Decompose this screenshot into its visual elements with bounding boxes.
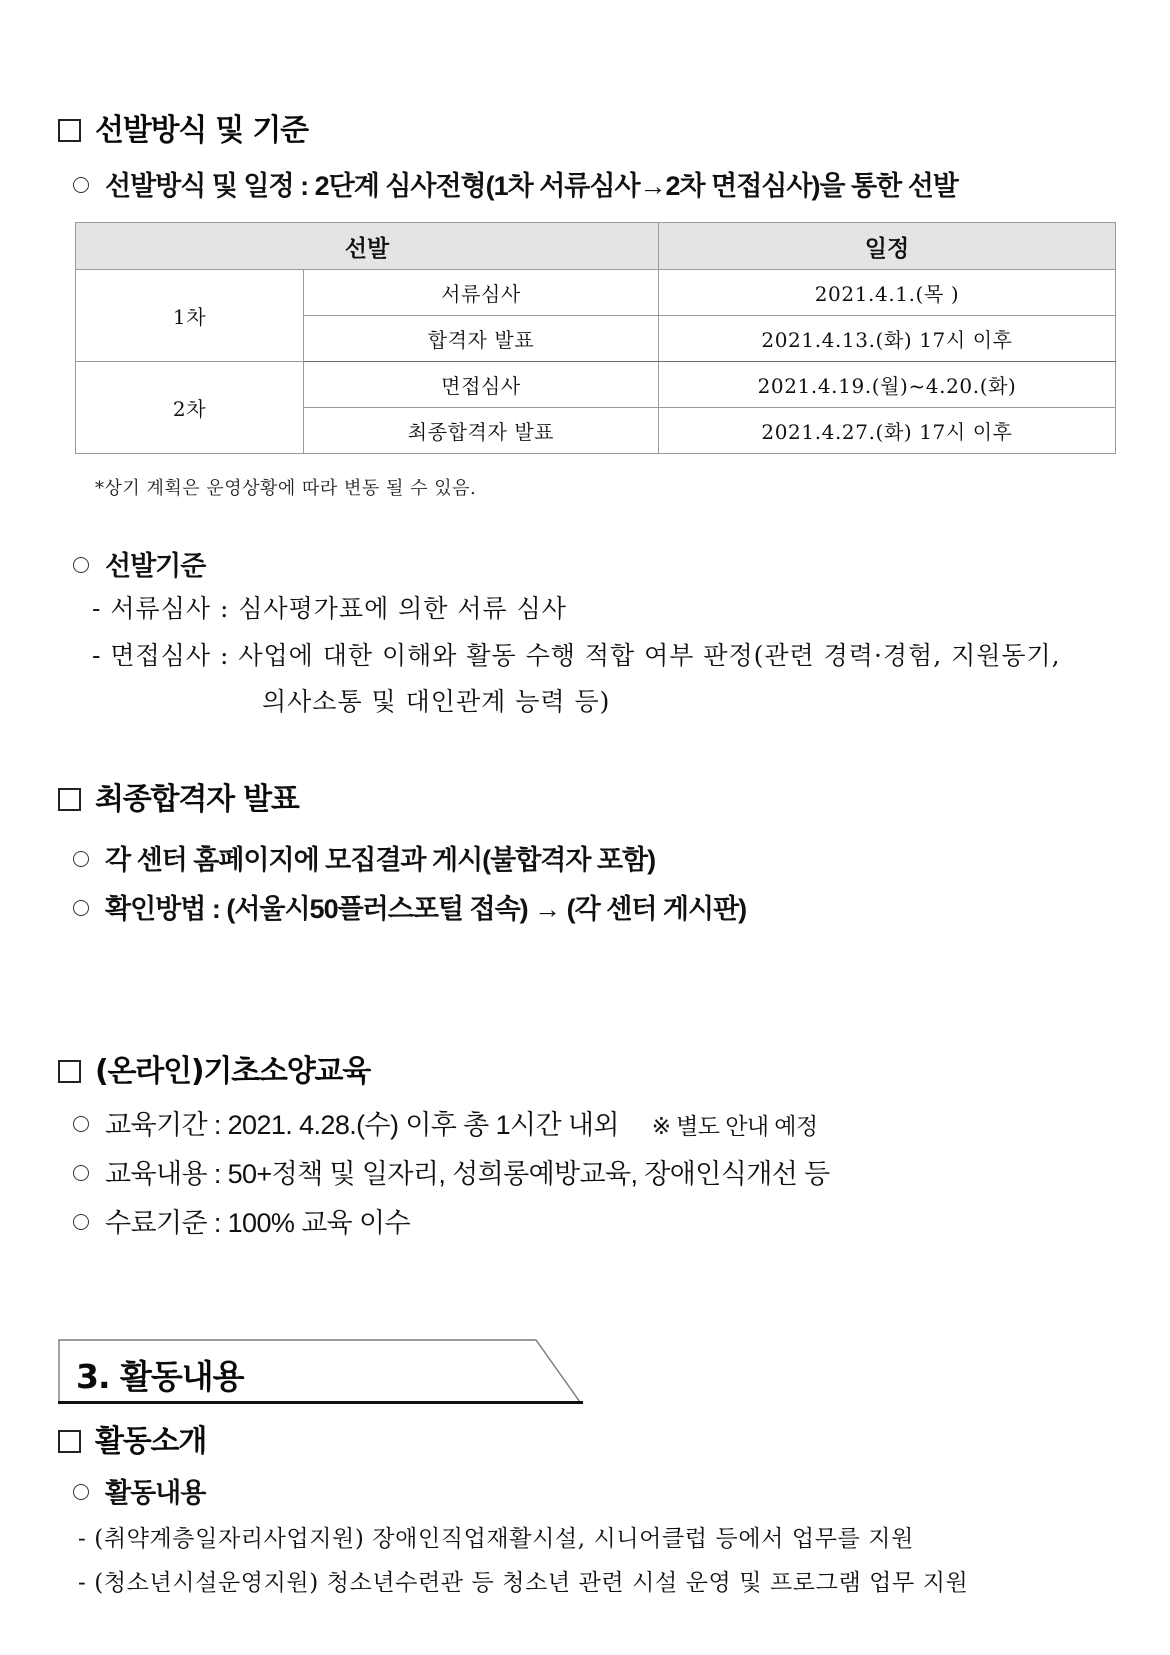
- criteria-item-document: [92, 594, 567, 624]
- schedule-cell: 2021.4.13.(화) 17시 이후: [659, 316, 1116, 362]
- section-banner: [58, 1339, 586, 1405]
- training-text: 교육내용 : 50+정책 및 일자리, 성희롱예방교육, 장애인식개선 등: [105, 1159, 830, 1189]
- training-text: 수료기준 : 100% 교육 이수: [105, 1208, 411, 1238]
- criteria-label-line: [73, 550, 205, 582]
- criteria-item-interview-continuation: 의사소통 및 대인관계 능력 등): [262, 687, 611, 716]
- item-cell: 최종합격자 발표: [304, 408, 659, 454]
- circle-bullet-icon: [73, 1214, 89, 1230]
- square-bullet-icon: [58, 119, 81, 142]
- method-separator: :: [300, 171, 309, 201]
- circle-bullet-icon: [73, 900, 89, 916]
- section-heading-final-announcement: [58, 782, 299, 818]
- section-heading-selection: [58, 113, 308, 149]
- announcement-text: 각 센터 홈페이지에 모집결과 게시(불합격자 포함): [105, 845, 656, 875]
- training-text: 교육기간 : 2021. 4.28.(수) 이후 총 1시간 내외: [105, 1110, 619, 1140]
- schedule-cell: 2021.4.27.(화) 17시 이후: [659, 408, 1116, 454]
- announcement-item: [73, 844, 655, 876]
- method-text: 2단계 심사전형(1차 서류심사→2차 면접심사)을 통한 선발: [314, 171, 958, 201]
- table-row: [76, 362, 1116, 408]
- training-note: ※ 별도 안내 예정: [651, 1113, 818, 1139]
- training-item-content: [73, 1158, 830, 1190]
- circle-bullet-icon: [73, 851, 89, 867]
- announcement-text: 확인방법 : (서울시50플러스포털 접속) → (각 센터 게시판): [105, 894, 747, 924]
- header-selection: 선발: [76, 223, 659, 270]
- header-schedule: 일정: [659, 223, 1116, 270]
- table-header-row: [76, 223, 1116, 270]
- activity-sub-label-line: [73, 1477, 205, 1509]
- square-bullet-icon: [58, 1430, 81, 1453]
- section-title: 활동소개: [95, 1424, 207, 1459]
- section-heading-activity: [58, 1424, 206, 1460]
- circle-bullet-icon: [73, 1116, 89, 1132]
- table-row: [76, 270, 1116, 316]
- criteria-label: 선발기준: [105, 551, 206, 581]
- circle-bullet-icon: [73, 1165, 89, 1181]
- schedule-cell: 2021.4.19.(월)~4.20.(화): [659, 362, 1116, 408]
- activity-sub-label: 활동내용: [105, 1478, 206, 1508]
- stage-cell: 2차: [76, 362, 304, 454]
- activity-item: - (취약계층일자리사업지원) 장애인직업재활시설, 시니어클럽 등에서 업무를 지원: [78, 1526, 914, 1552]
- schedule-cell: 2021.4.1.(목 ): [659, 270, 1116, 316]
- item-cell: 서류심사: [304, 270, 659, 316]
- activity-item: - (청소년시설운영지원) 청소년수련관 등 청소년 관련 시설 운영 및 프로그램 업무 지원: [78, 1570, 969, 1596]
- training-item-completion: [73, 1207, 410, 1239]
- announcement-item: [73, 893, 746, 925]
- section-heading-training: [58, 1054, 370, 1090]
- criteria-text: 심사평가표에 의한 서류 심사: [238, 594, 567, 623]
- section-title: (온라인)기초소양교육: [95, 1054, 371, 1089]
- circle-bullet-icon: [73, 177, 89, 193]
- training-item-period: [73, 1109, 817, 1142]
- selection-schedule-table: [75, 222, 1116, 454]
- method-label: 선발방식 및 일정: [105, 171, 294, 201]
- square-bullet-icon: [58, 1060, 81, 1083]
- item-cell: 면접심사: [304, 362, 659, 408]
- circle-bullet-icon: [73, 557, 89, 573]
- item-cell: 합격자 발표: [304, 316, 659, 362]
- section-title: 선발방식 및 기준: [95, 113, 308, 148]
- criteria-item-interview: [92, 641, 1061, 671]
- section-title: 최종합격자 발표: [95, 782, 299, 817]
- banner-title: 3. 활동내용: [76, 1357, 244, 1396]
- selection-method-line: [73, 170, 958, 202]
- square-bullet-icon: [58, 788, 81, 811]
- circle-bullet-icon: [73, 1484, 89, 1500]
- stage-cell: 1차: [76, 270, 304, 362]
- criteria-text: 사업에 대한 이해와 활동 수행 적합 여부 판정(관련 경력·경험, 지원동기,: [238, 641, 1061, 670]
- schedule-note: *상기 계획은 운영상황에 따라 변동 될 수 있음.: [95, 478, 477, 499]
- criteria-prefix: - 서류심사 :: [92, 594, 239, 623]
- criteria-prefix: - 면접심사 :: [92, 641, 239, 670]
